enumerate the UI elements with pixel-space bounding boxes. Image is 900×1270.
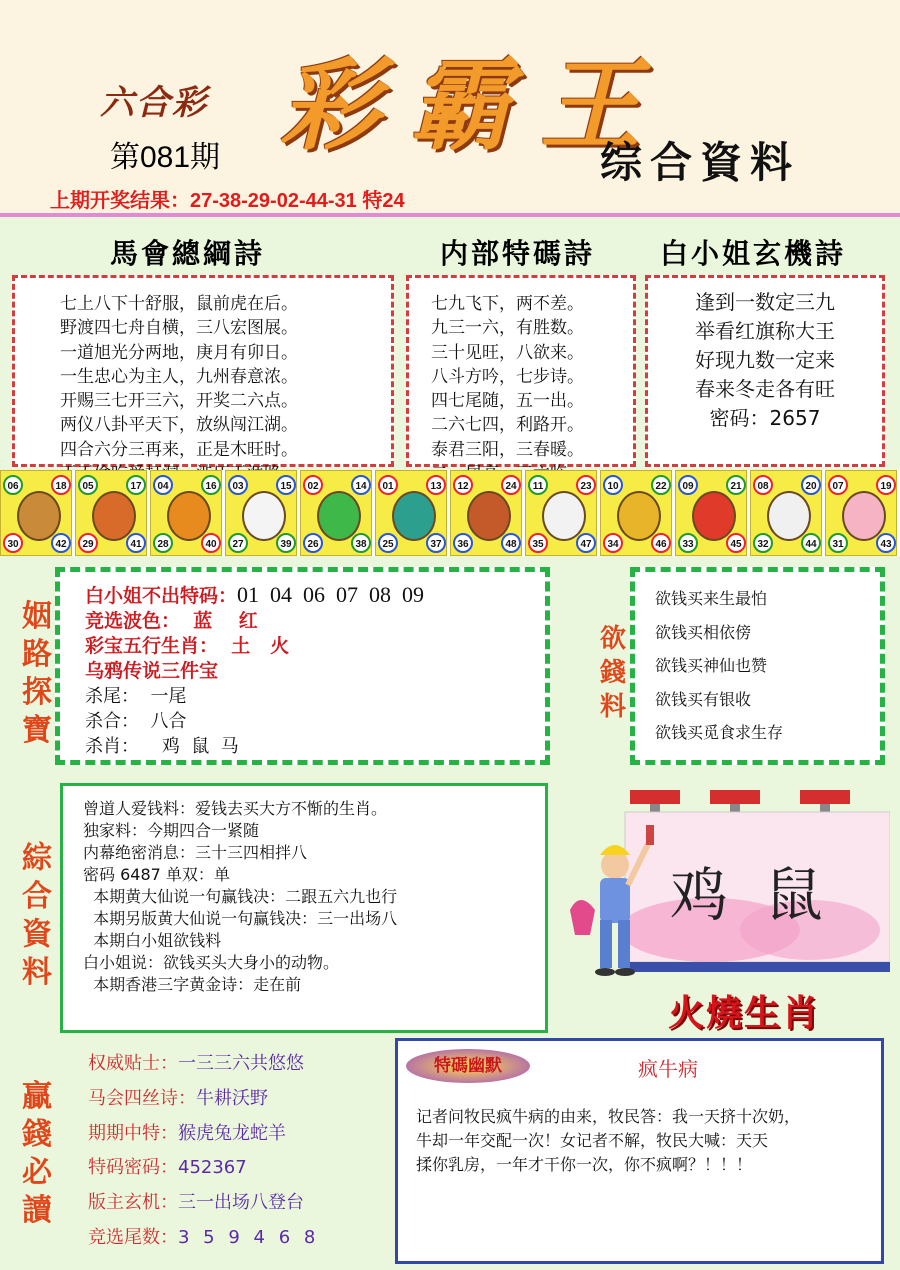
zodiac-card-ox — [75, 470, 147, 556]
zodiac-number-ball: 13 — [426, 475, 446, 495]
crow-treasure: 乌鸦传说三件宝 — [85, 660, 219, 682]
poem-line: 举看红旗称大王 — [695, 319, 835, 343]
wave-color: 竞选波色： 蓝 红 — [85, 610, 258, 632]
rooster-icon — [692, 491, 736, 541]
zodiac-number-ball: 10 — [603, 475, 623, 495]
zodiac-number-ball: 28 — [153, 533, 173, 553]
zodiac-number-ball: 42 — [51, 533, 71, 553]
side-char: 合 — [22, 879, 52, 914]
poem-line: 九三一六，有胜数。 — [431, 318, 584, 339]
zodiac-number-ball: 37 — [426, 533, 446, 553]
horse-icon — [467, 491, 511, 541]
side-char: 資 — [22, 917, 52, 952]
tip-label: 版主玄机： — [88, 1192, 178, 1214]
zodiac-number-ball: 26 — [303, 533, 323, 553]
story-title: 疯牛病 — [638, 1057, 698, 1081]
zodiac-number-ball: 16 — [201, 475, 221, 495]
zodiac-number-ball: 08 — [753, 475, 773, 495]
ma-poem-lines — [60, 292, 298, 486]
zonghe-line: 本期白小姐欲钱料 — [83, 931, 222, 950]
miss-poem-lines — [648, 288, 882, 433]
zodiac-number-ball: 36 — [453, 533, 473, 553]
poem-line: 七上八下十舒服，鼠前虎在后。 — [60, 294, 298, 314]
money-lines — [655, 582, 783, 750]
side-char: 路 — [22, 637, 52, 672]
billboard — [560, 770, 890, 985]
rat-icon — [17, 491, 61, 541]
zodiac-number-ball: 05 — [78, 475, 98, 495]
zodiac-card-rat — [0, 470, 72, 556]
poem-line: 四七尾随，五一出。 — [431, 391, 584, 412]
side-char: 姻 — [22, 599, 52, 634]
tip-value: 3 5 9 4 6 8 — [178, 1226, 320, 1248]
story-lines — [416, 1105, 800, 1177]
ma-poem-title: 馬會總綱詩 — [110, 237, 266, 270]
tip-label: 特码密码： — [88, 1157, 178, 1179]
zodiac-number-ball: 03 — [228, 475, 248, 495]
side-char: 欲 — [599, 624, 626, 654]
zodiac-number-ball: 31 — [828, 533, 848, 553]
zodiac-number-ball: 07 — [828, 475, 848, 495]
side-char: 必 — [22, 1155, 52, 1190]
tips-list — [88, 1047, 319, 1256]
poem-line: 野渡四七舟自横，三八宏图展。 — [60, 318, 298, 339]
side-char: 讀 — [22, 1193, 52, 1228]
poem-line: 逢到一数定三九 — [695, 290, 835, 314]
ox-icon — [92, 491, 136, 541]
zodiac-card-dog — [750, 470, 822, 556]
poem-line: 七九飞下，两不差。 — [431, 294, 584, 314]
side-char: 探 — [22, 675, 52, 710]
brand-small: 六合彩 — [100, 83, 208, 123]
issue-number: 第081期 — [110, 141, 221, 174]
zodiac-number-ball: 45 — [726, 533, 746, 553]
poem-line: 一生忠心为主人，九州春意浓。 — [60, 366, 298, 387]
money-box — [630, 567, 885, 765]
tip-value: 牛耕沃野 — [196, 1087, 268, 1109]
zodiac-number-ball: 01 — [378, 475, 398, 495]
tanbao-side-label — [20, 598, 54, 750]
poem-line: 八斗方吟，七步诗。 — [431, 366, 584, 387]
side-char: 綜 — [22, 841, 52, 876]
five-element: 彩宝五行生肖： 土 火 — [85, 635, 290, 657]
zodiac-number-ball: 12 — [453, 475, 473, 495]
tip-label: 马会四丝诗： — [88, 1087, 196, 1109]
zodiac-card-pig — [825, 470, 897, 556]
zodiac-number-ball: 11 — [528, 475, 548, 495]
zonghe-line: 曾道人爱钱料：爱钱去买大方不惭的生肖。 — [83, 799, 388, 818]
kill-tail: 杀尾： 一尾 — [85, 686, 187, 707]
zodiac-number-ball: 06 — [3, 475, 23, 495]
zodiac-number-ball: 21 — [726, 475, 746, 495]
snake-icon — [392, 491, 436, 541]
tanbao-box — [55, 567, 550, 765]
story-line: 记者问牧民疯牛病的由来，牧民答：我一天挤十次奶， — [416, 1107, 801, 1126]
zonghe-lines — [83, 798, 397, 996]
zodiac-number-ball: 09 — [678, 475, 698, 495]
tips-side-label — [20, 1078, 54, 1230]
fire-zodiac-label: 火燒生肖 — [668, 992, 821, 1034]
side-char: 錢 — [599, 658, 626, 688]
dog-icon — [767, 491, 811, 541]
tip-item — [88, 1082, 319, 1117]
zodiac-number-ball: 14 — [351, 475, 371, 495]
zodiac-number-ball: 25 — [378, 533, 398, 553]
zodiac-number-ball: 22 — [651, 475, 671, 495]
zodiac-number-ball: 35 — [528, 533, 548, 553]
miss-poem-title: 白小姐玄機詩 — [660, 237, 847, 270]
tip-item — [88, 1221, 319, 1256]
poem-line: 二六七四，利路开。 — [431, 415, 584, 436]
money-line: 欲钱买来生最怕 — [655, 589, 768, 608]
side-char: 料 — [22, 955, 52, 990]
side-char: 錢 — [22, 1117, 52, 1152]
dragon-icon — [317, 491, 361, 541]
ma-poem-box — [12, 275, 394, 467]
tip-label: 期期中特： — [88, 1122, 178, 1144]
zodiac-number-ball: 46 — [651, 533, 671, 553]
poem-code: 密码：2657 — [709, 406, 821, 430]
zodiac-number-ball: 43 — [876, 533, 896, 553]
zonghe-side-label — [20, 840, 54, 992]
billboard-text: 鸡 鼠 — [670, 861, 823, 929]
zodiac-card-rabbit — [225, 470, 297, 556]
story-line: 揉你乳房，一年才干你一次，你不疯啊？！！！ — [416, 1155, 753, 1174]
tip-label: 权威贴士： — [88, 1053, 178, 1074]
money-line: 欲钱买觅食求生存 — [655, 723, 784, 742]
zodiac-number-ball: 33 — [678, 533, 698, 553]
zodiac-number-ball: 20 — [801, 475, 821, 495]
zodiac-card-horse — [450, 470, 522, 556]
side-char: 寶 — [22, 713, 52, 748]
zodiac-number-ball: 19 — [876, 475, 896, 495]
zodiac-number-ball: 32 — [753, 533, 773, 553]
header-divider — [0, 213, 900, 217]
tip-item — [88, 1117, 319, 1152]
poem-line: 春来冬走各有旺 — [695, 377, 835, 401]
monkey-icon — [617, 491, 661, 541]
zodiac-strip — [0, 470, 900, 556]
money-side-label — [596, 622, 630, 724]
zodiac-number-ball: 40 — [201, 533, 221, 553]
rabbit-icon — [242, 491, 286, 541]
poem-line: 三十见旺，八欲来。 — [431, 342, 584, 363]
zodiac-number-ball: 02 — [303, 475, 323, 495]
kill-sum: 杀合： 八合 — [85, 711, 187, 732]
zonghe-line: 本期香港三字黄金诗：走在前 — [83, 975, 302, 994]
kill-zodiac: 杀肖： 鸡 鼠 马 — [85, 736, 239, 757]
poem-line: 一道旭光分两地，庚月有卯日。 — [60, 342, 298, 363]
zodiac-card-monkey — [600, 470, 672, 556]
pig-icon — [842, 491, 886, 541]
main-title: 彩霸王 — [280, 46, 670, 164]
zodiac-number-ball: 04 — [153, 475, 173, 495]
inner-poem-box — [406, 275, 636, 467]
zodiac-number-ball: 27 — [228, 533, 248, 553]
poem-line: 泰君三阳，三春暖。 — [431, 439, 584, 460]
subtitle: 综合資料 — [600, 138, 801, 187]
zodiac-number-ball: 29 — [78, 533, 98, 553]
tip-item — [88, 1151, 319, 1186]
tip-value: 猴虎兔龙蛇羊 — [178, 1122, 286, 1144]
zodiac-number-ball: 15 — [276, 475, 296, 495]
tip-value: 452367 — [178, 1157, 247, 1179]
tip-item — [88, 1047, 319, 1082]
miss-no-special-label: 白小姐不出特码： — [85, 585, 238, 607]
poem-line: 两仪八卦平天下，放纵闯江湖。 — [60, 415, 298, 436]
zodiac-card-snake — [375, 470, 447, 556]
zonghe-line: 本期另版黄大仙说一句赢钱决：三一出场八 — [83, 909, 398, 928]
miss-poem-box — [645, 275, 885, 467]
tanbao-lines — [85, 582, 424, 759]
poem-line: 好现九数一定来 — [695, 348, 835, 372]
zonghe-line: 白小姐说：欲钱买头大身小的动物。 — [83, 953, 340, 972]
zodiac-card-rooster — [675, 470, 747, 556]
poem-line: 四合六分三再来，正是木旺时。 — [60, 439, 298, 460]
zonghe-line: 内幕绝密消息：三十三四相拌八 — [83, 843, 308, 862]
zodiac-number-ball: 23 — [576, 475, 596, 495]
zodiac-number-ball: 48 — [501, 533, 521, 553]
goat-icon — [542, 491, 586, 541]
story-box — [395, 1038, 884, 1264]
zodiac-number-ball: 44 — [801, 533, 821, 553]
tip-item — [88, 1186, 319, 1221]
zodiac-number-ball: 30 — [3, 533, 23, 553]
zonghe-line: 本期黄大仙说一句赢钱决：二跟五六九也行 — [83, 887, 398, 906]
zonghe-line: 独家料：今期四合一紧随 — [83, 821, 260, 840]
zodiac-number-ball: 24 — [501, 475, 521, 495]
tiger-icon — [167, 491, 211, 541]
zodiac-number-ball: 34 — [603, 533, 623, 553]
inner-poem-lines — [431, 292, 584, 486]
story-line: 牛却一年交配一次！女记者不解，牧民大喊：天天 — [416, 1131, 769, 1150]
zodiac-number-ball: 18 — [51, 475, 71, 495]
poem-line: 开赐三七开三六，开奖二六点。 — [60, 391, 298, 412]
money-line: 欲钱买相依傍 — [655, 622, 752, 642]
zonghe-box — [60, 783, 548, 1033]
tip-value: 三一出场八登台 — [178, 1192, 304, 1214]
zodiac-number-ball: 17 — [126, 475, 146, 495]
zodiac-number-ball: 38 — [351, 533, 371, 553]
zodiac-card-tiger — [150, 470, 222, 556]
zonghe-line: 密码 6487 单双：单 — [83, 865, 230, 884]
inner-poem-title: 内部特碼詩 — [440, 237, 596, 270]
miss-no-special — [85, 582, 424, 609]
zodiac-number-ball: 47 — [576, 533, 596, 553]
last-result: 上期开奖结果：27-38-29-02-44-31 特24 — [50, 190, 405, 212]
zodiac-card-goat — [525, 470, 597, 556]
zodiac-number-ball: 39 — [276, 533, 296, 553]
side-char: 料 — [599, 692, 626, 722]
money-line: 欲钱买有银收 — [655, 689, 752, 709]
story-badge: 特碼幽默 — [406, 1049, 530, 1083]
tip-label: 竞选尾数： — [88, 1226, 178, 1248]
zodiac-number-ball: 41 — [126, 533, 146, 553]
zodiac-card-dragon — [300, 470, 372, 556]
side-char: 贏 — [22, 1079, 52, 1114]
miss-no-special-numbers: 01 04 06 07 08 09 — [237, 582, 425, 607]
money-line: 欲钱买神仙也赞 — [655, 656, 768, 675]
tip-value: 一三三六共悠悠 — [178, 1053, 304, 1074]
